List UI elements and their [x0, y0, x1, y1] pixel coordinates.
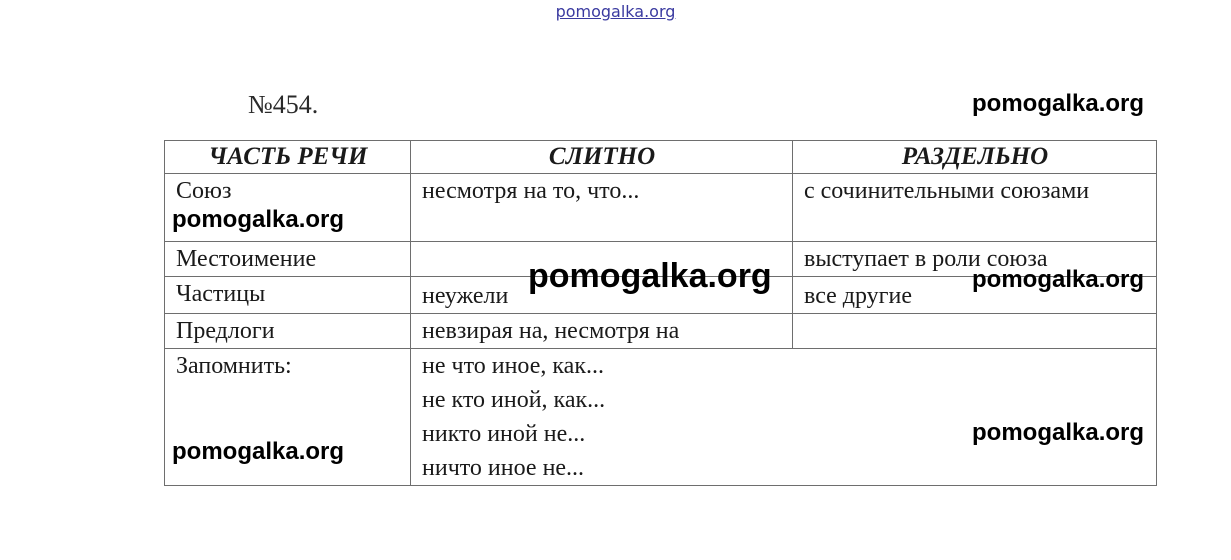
cell-separate: с сочинительными союзами [793, 174, 1157, 242]
cell-remember-list [411, 349, 1157, 486]
cell-separate: выступает в роли союза [793, 242, 1157, 277]
remember-line: не кто иной, как... [422, 387, 606, 413]
cell-separate [793, 314, 1157, 349]
watermark: pomogalka.org [528, 257, 772, 295]
cell-part: Местоимение [165, 242, 411, 277]
cell-part: Союз [165, 174, 411, 242]
table-header-row [165, 141, 1157, 174]
remember-line: не что иное, как... [422, 353, 604, 379]
remember-line: никто иной не... [422, 421, 586, 447]
watermark: pomogalka.org [172, 206, 345, 233]
column-header-part-of-speech: ЧАСТЬ РЕЧИ [165, 141, 411, 174]
cell-separate: все другие [793, 277, 1157, 314]
cell-part: Частицы [165, 277, 411, 314]
table-row [165, 314, 1157, 349]
cell-together: неужели [411, 277, 793, 314]
task-number: №454. [248, 90, 319, 119]
cell-remember-label: Запомнить: [165, 349, 411, 486]
column-header-together: СЛИТНО [411, 141, 793, 174]
watermark: pomogalka.org [172, 438, 345, 465]
remember-line: ничто иное не... [422, 455, 585, 481]
cell-part: Предлоги [165, 314, 411, 349]
cell-together: невзирая на, несмотря на [411, 314, 793, 349]
header-link[interactable]: pomogalka.org [555, 2, 676, 21]
watermark: pomogalka.org [972, 266, 1145, 293]
watermark: pomogalka.org [972, 419, 1145, 446]
watermark: pomogalka.org [972, 90, 1145, 117]
cell-together: несмотря на то, что... [411, 174, 793, 242]
column-header-separate: РАЗДЕЛЬНО [793, 141, 1157, 174]
